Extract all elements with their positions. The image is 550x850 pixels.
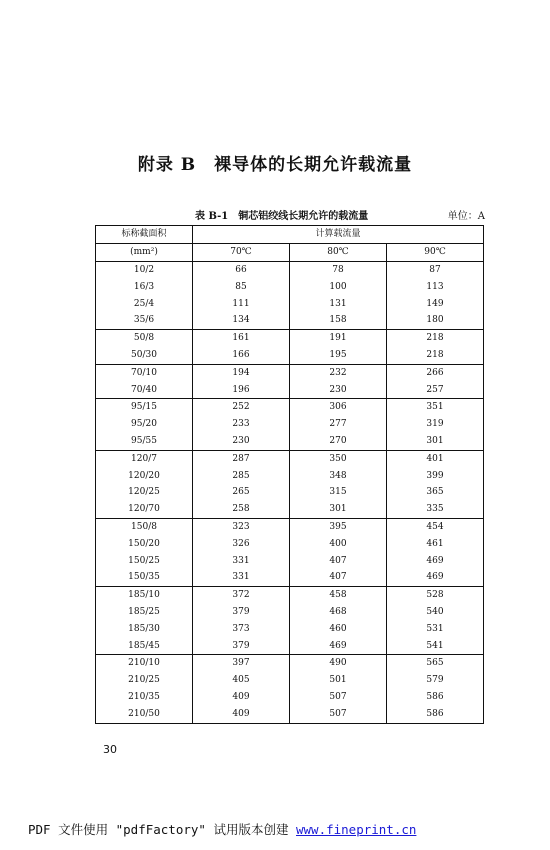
table-caption-row bbox=[195, 207, 485, 222]
table-row bbox=[96, 262, 484, 279]
ampacity-cell: 233 bbox=[193, 416, 290, 433]
ampacity-cell: 565 bbox=[387, 655, 484, 672]
table-row bbox=[96, 450, 484, 467]
ampacity-cell: 230 bbox=[193, 433, 290, 450]
footer-text: PDF 文件使用 "pdfFactory" 试用版本创建 bbox=[28, 822, 296, 837]
table-row bbox=[96, 347, 484, 364]
header-temp-80: 80℃ bbox=[290, 244, 387, 262]
ampacity-cell: 461 bbox=[387, 536, 484, 553]
table-row bbox=[96, 672, 484, 689]
ampacity-cell: 266 bbox=[387, 364, 484, 381]
ampacity-cell: 323 bbox=[193, 518, 290, 535]
ampacity-cell: 528 bbox=[387, 587, 484, 604]
ampacity-cell: 586 bbox=[387, 689, 484, 706]
table-row bbox=[96, 689, 484, 706]
spec-cell: 16/3 bbox=[96, 279, 193, 296]
spec-cell: 50/8 bbox=[96, 330, 193, 347]
header-spec-label: 标称截面积 bbox=[96, 226, 193, 244]
ampacity-cell: 409 bbox=[193, 706, 290, 723]
table-row bbox=[96, 433, 484, 450]
ampacity-cell: 66 bbox=[193, 262, 290, 279]
ampacity-cell: 270 bbox=[290, 433, 387, 450]
spec-cell: 120/20 bbox=[96, 468, 193, 485]
ampacity-cell: 395 bbox=[290, 518, 387, 535]
ampacity-cell: 350 bbox=[290, 450, 387, 467]
spec-cell: 35/6 bbox=[96, 312, 193, 329]
ampacity-cell: 111 bbox=[193, 296, 290, 313]
ampacity-cell: 218 bbox=[387, 330, 484, 347]
ampacity-cell: 230 bbox=[290, 382, 387, 399]
ampacity-cell: 258 bbox=[193, 501, 290, 518]
ampacity-cell: 586 bbox=[387, 706, 484, 723]
ampacity-cell: 161 bbox=[193, 330, 290, 347]
ampacity-cell: 540 bbox=[387, 604, 484, 621]
spec-cell: 120/25 bbox=[96, 484, 193, 501]
ampacity-cell: 301 bbox=[387, 433, 484, 450]
unit-label: 单位：A bbox=[447, 211, 485, 222]
spec-cell: 150/35 bbox=[96, 569, 193, 586]
ampacity-cell: 365 bbox=[387, 484, 484, 501]
ampacity-cell: 458 bbox=[290, 587, 387, 604]
ampacity-cell: 541 bbox=[387, 638, 484, 655]
spec-cell: 150/20 bbox=[96, 536, 193, 553]
spec-cell: 120/7 bbox=[96, 450, 193, 467]
header-spec-unit: (mm²) bbox=[96, 244, 193, 262]
spec-cell: 210/35 bbox=[96, 689, 193, 706]
pdf-footer bbox=[28, 820, 416, 838]
ampacity-cell: 460 bbox=[290, 621, 387, 638]
spec-cell: 10/2 bbox=[96, 262, 193, 279]
table-row bbox=[96, 569, 484, 586]
ampacity-cell: 331 bbox=[193, 569, 290, 586]
table-row bbox=[96, 501, 484, 518]
ampacity-cell: 397 bbox=[193, 655, 290, 672]
ampacity-cell: 326 bbox=[193, 536, 290, 553]
table-row bbox=[96, 621, 484, 638]
spec-cell: 70/40 bbox=[96, 382, 193, 399]
table-row bbox=[96, 518, 484, 535]
spec-cell: 185/10 bbox=[96, 587, 193, 604]
ampacity-cell: 379 bbox=[193, 604, 290, 621]
spec-cell: 210/25 bbox=[96, 672, 193, 689]
spec-cell: 185/25 bbox=[96, 604, 193, 621]
ampacity-cell: 507 bbox=[290, 689, 387, 706]
spec-cell: 150/8 bbox=[96, 518, 193, 535]
ampacity-cell: 407 bbox=[290, 569, 387, 586]
spec-cell: 185/45 bbox=[96, 638, 193, 655]
ampacity-cell: 87 bbox=[387, 262, 484, 279]
ampacity-cell: 218 bbox=[387, 347, 484, 364]
ampacity-cell: 180 bbox=[387, 312, 484, 329]
spec-cell: 95/15 bbox=[96, 399, 193, 416]
footer-link[interactable]: www.fineprint.cn bbox=[296, 822, 417, 837]
ampacity-cell: 195 bbox=[290, 347, 387, 364]
spec-cell: 25/4 bbox=[96, 296, 193, 313]
ampacity-cell: 85 bbox=[193, 279, 290, 296]
ampacity-table bbox=[95, 225, 484, 724]
table-row bbox=[96, 536, 484, 553]
ampacity-cell: 531 bbox=[387, 621, 484, 638]
table-row bbox=[96, 330, 484, 347]
header-temp-90: 90℃ bbox=[387, 244, 484, 262]
table-row bbox=[96, 484, 484, 501]
table-row bbox=[96, 553, 484, 570]
ampacity-cell: 400 bbox=[290, 536, 387, 553]
spec-cell: 210/10 bbox=[96, 655, 193, 672]
ampacity-cell: 507 bbox=[290, 706, 387, 723]
spec-cell: 185/30 bbox=[96, 621, 193, 638]
ampacity-cell: 100 bbox=[290, 279, 387, 296]
appendix-title: 附录 B 裸导体的长期允许载流量 bbox=[137, 155, 413, 175]
table-row bbox=[96, 416, 484, 433]
spec-cell: 210/50 bbox=[96, 706, 193, 723]
ampacity-cell: 232 bbox=[290, 364, 387, 381]
table-row bbox=[96, 279, 484, 296]
ampacity-cell: 306 bbox=[290, 399, 387, 416]
table-row bbox=[96, 655, 484, 672]
spec-cell: 95/20 bbox=[96, 416, 193, 433]
ampacity-cell: 401 bbox=[387, 450, 484, 467]
ampacity-cell: 285 bbox=[193, 468, 290, 485]
ampacity-cell: 348 bbox=[290, 468, 387, 485]
ampacity-cell: 373 bbox=[193, 621, 290, 638]
ampacity-cell: 277 bbox=[290, 416, 387, 433]
ampacity-cell: 319 bbox=[387, 416, 484, 433]
spec-cell: 50/30 bbox=[96, 347, 193, 364]
ampacity-cell: 78 bbox=[290, 262, 387, 279]
ampacity-cell: 194 bbox=[193, 364, 290, 381]
ampacity-cell: 191 bbox=[290, 330, 387, 347]
table-row bbox=[96, 296, 484, 313]
table-row bbox=[96, 399, 484, 416]
table-row bbox=[96, 312, 484, 329]
ampacity-cell: 166 bbox=[193, 347, 290, 364]
table-row bbox=[96, 382, 484, 399]
ampacity-cell: 405 bbox=[193, 672, 290, 689]
spec-cell: 95/55 bbox=[96, 433, 193, 450]
ampacity-cell: 399 bbox=[387, 468, 484, 485]
ampacity-cell: 149 bbox=[387, 296, 484, 313]
ampacity-cell: 468 bbox=[290, 604, 387, 621]
table-row bbox=[96, 706, 484, 723]
table-row bbox=[96, 364, 484, 381]
ampacity-cell: 469 bbox=[387, 553, 484, 570]
ampacity-cell: 158 bbox=[290, 312, 387, 329]
ampacity-cell: 134 bbox=[193, 312, 290, 329]
ampacity-cell: 407 bbox=[290, 553, 387, 570]
ampacity-cell: 409 bbox=[193, 689, 290, 706]
ampacity-cell: 335 bbox=[387, 501, 484, 518]
table-body bbox=[96, 262, 484, 724]
page-number: 30 bbox=[103, 743, 117, 756]
ampacity-cell: 490 bbox=[290, 655, 387, 672]
table-row bbox=[96, 468, 484, 485]
ampacity-cell: 469 bbox=[290, 638, 387, 655]
header-group-label: 计算载流量 bbox=[193, 226, 484, 244]
ampacity-cell: 196 bbox=[193, 382, 290, 399]
table-row bbox=[96, 604, 484, 621]
spec-cell: 150/25 bbox=[96, 553, 193, 570]
ampacity-cell: 579 bbox=[387, 672, 484, 689]
ampacity-cell: 379 bbox=[193, 638, 290, 655]
ampacity-cell: 131 bbox=[290, 296, 387, 313]
ampacity-cell: 351 bbox=[387, 399, 484, 416]
ampacity-cell: 372 bbox=[193, 587, 290, 604]
table-caption: 表 B-1 铜芯铝绞线长期允许的载流量 bbox=[195, 211, 369, 222]
ampacity-cell: 501 bbox=[290, 672, 387, 689]
ampacity-cell: 113 bbox=[387, 279, 484, 296]
table-row bbox=[96, 587, 484, 604]
ampacity-cell: 454 bbox=[387, 518, 484, 535]
ampacity-cell: 257 bbox=[387, 382, 484, 399]
ampacity-cell: 252 bbox=[193, 399, 290, 416]
ampacity-cell: 331 bbox=[193, 553, 290, 570]
spec-cell: 70/10 bbox=[96, 364, 193, 381]
table-row bbox=[96, 638, 484, 655]
ampacity-cell: 469 bbox=[387, 569, 484, 586]
ampacity-cell: 287 bbox=[193, 450, 290, 467]
header-temp-70: 70℃ bbox=[193, 244, 290, 262]
ampacity-cell: 265 bbox=[193, 484, 290, 501]
spec-cell: 120/70 bbox=[96, 501, 193, 518]
ampacity-cell: 315 bbox=[290, 484, 387, 501]
ampacity-cell: 301 bbox=[290, 501, 387, 518]
